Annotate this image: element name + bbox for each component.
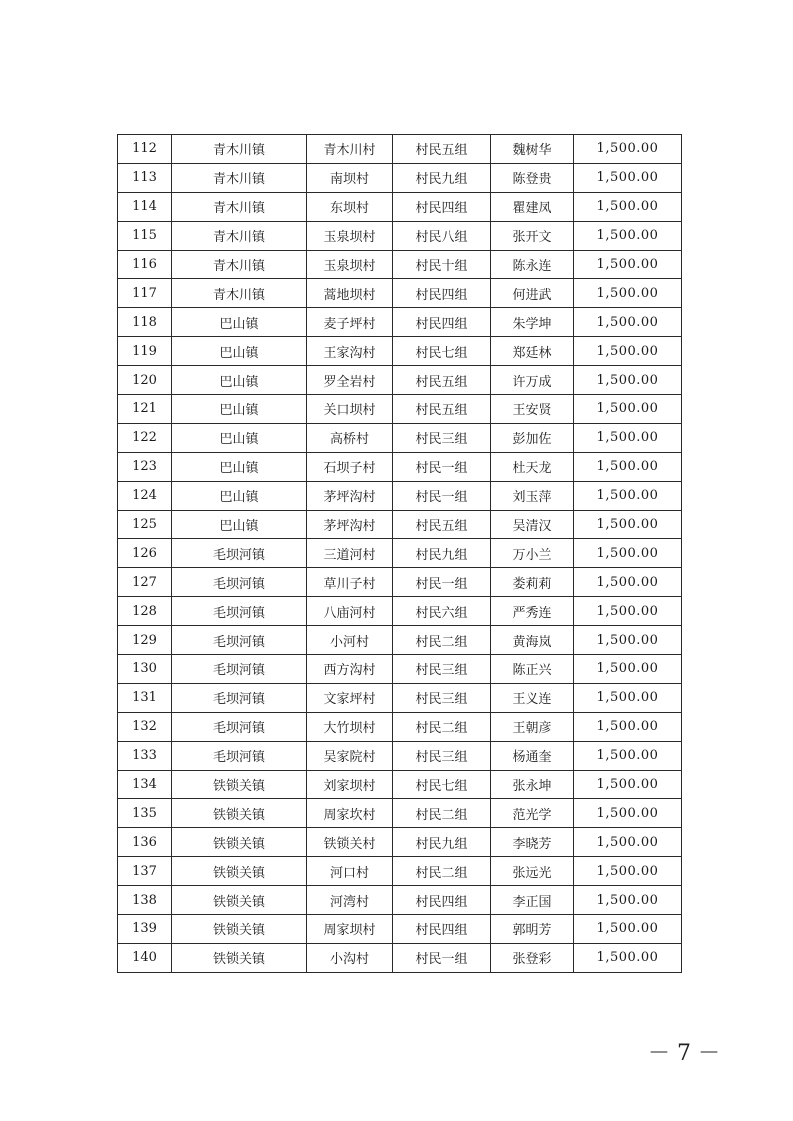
row-number-cell: 138 <box>118 886 172 915</box>
town-cell: 青木川镇 <box>172 163 307 192</box>
name-cell: 许万成 <box>491 366 574 395</box>
group-cell: 村民八组 <box>393 221 491 250</box>
village-cell: 麦子坪村 <box>307 308 393 337</box>
town-cell: 铁锁关镇 <box>172 943 307 972</box>
village-cell: 玉泉坝村 <box>307 250 393 279</box>
row-number-cell: 118 <box>118 308 172 337</box>
table-row <box>118 279 682 308</box>
group-cell: 村民四组 <box>393 915 491 944</box>
row-number-cell: 130 <box>118 655 172 684</box>
row-number-cell: 113 <box>118 163 172 192</box>
row-number-cell: 123 <box>118 452 172 481</box>
village-cell: 三道河村 <box>307 539 393 568</box>
name-cell: 杜天龙 <box>491 452 574 481</box>
village-cell: 蒿地坝村 <box>307 279 393 308</box>
row-number-cell: 128 <box>118 597 172 626</box>
row-number-cell: 112 <box>118 135 172 164</box>
name-cell: 张登彩 <box>491 943 574 972</box>
town-cell: 青木川镇 <box>172 250 307 279</box>
table-row <box>118 712 682 741</box>
town-cell: 巴山镇 <box>172 366 307 395</box>
row-number-cell: 120 <box>118 366 172 395</box>
name-cell: 张永坤 <box>491 770 574 799</box>
amount-cell: 1,500.00 <box>574 135 682 164</box>
amount-cell: 1,500.00 <box>574 308 682 337</box>
name-cell: 王义连 <box>491 683 574 712</box>
table-row <box>118 683 682 712</box>
group-cell: 村民三组 <box>393 423 491 452</box>
group-cell: 村民二组 <box>393 857 491 886</box>
group-cell: 村民三组 <box>393 655 491 684</box>
town-cell: 毛坝河镇 <box>172 655 307 684</box>
group-cell: 村民四组 <box>393 886 491 915</box>
table-row <box>118 337 682 366</box>
amount-cell: 1,500.00 <box>574 423 682 452</box>
table-row <box>118 799 682 828</box>
group-cell: 村民四组 <box>393 308 491 337</box>
amount-cell: 1,500.00 <box>574 828 682 857</box>
group-cell: 村民三组 <box>393 741 491 770</box>
town-cell: 毛坝河镇 <box>172 741 307 770</box>
table-row <box>118 626 682 655</box>
village-cell: 西方沟村 <box>307 655 393 684</box>
group-cell: 村民一组 <box>393 943 491 972</box>
table-row <box>118 366 682 395</box>
name-cell: 王朝彦 <box>491 712 574 741</box>
village-cell: 关口坝村 <box>307 395 393 424</box>
table-row <box>118 163 682 192</box>
name-cell: 黄海岚 <box>491 626 574 655</box>
group-cell: 村民五组 <box>393 395 491 424</box>
village-cell: 王家沟村 <box>307 337 393 366</box>
row-number-cell: 121 <box>118 395 172 424</box>
roster-table-body <box>118 135 682 973</box>
village-cell: 高桥村 <box>307 423 393 452</box>
table-row <box>118 655 682 684</box>
village-cell: 周家坎村 <box>307 799 393 828</box>
row-number-cell: 129 <box>118 626 172 655</box>
village-cell: 大竹坝村 <box>307 712 393 741</box>
name-cell: 郭明芳 <box>491 915 574 944</box>
town-cell: 毛坝河镇 <box>172 568 307 597</box>
amount-cell: 1,500.00 <box>574 510 682 539</box>
name-cell: 杨通奎 <box>491 741 574 770</box>
table-row <box>118 886 682 915</box>
amount-cell: 1,500.00 <box>574 915 682 944</box>
amount-cell: 1,500.00 <box>574 886 682 915</box>
group-cell: 村民一组 <box>393 481 491 510</box>
amount-cell: 1,500.00 <box>574 943 682 972</box>
row-number-cell: 134 <box>118 770 172 799</box>
name-cell: 范光学 <box>491 799 574 828</box>
village-cell: 东坝村 <box>307 192 393 221</box>
group-cell: 村民五组 <box>393 366 491 395</box>
table-row <box>118 770 682 799</box>
town-cell: 巴山镇 <box>172 308 307 337</box>
name-cell: 朱学坤 <box>491 308 574 337</box>
group-cell: 村民七组 <box>393 337 491 366</box>
village-cell: 玉泉坝村 <box>307 221 393 250</box>
row-number-cell: 133 <box>118 741 172 770</box>
amount-cell: 1,500.00 <box>574 337 682 366</box>
row-number-cell: 114 <box>118 192 172 221</box>
town-cell: 巴山镇 <box>172 481 307 510</box>
village-cell: 青木川村 <box>307 135 393 164</box>
row-number-cell: 116 <box>118 250 172 279</box>
village-cell: 河口村 <box>307 857 393 886</box>
table-row <box>118 828 682 857</box>
town-cell: 铁锁关镇 <box>172 886 307 915</box>
row-number-cell: 136 <box>118 828 172 857</box>
town-cell: 铁锁关镇 <box>172 828 307 857</box>
amount-cell: 1,500.00 <box>574 279 682 308</box>
amount-cell: 1,500.00 <box>574 799 682 828</box>
village-cell: 小河村 <box>307 626 393 655</box>
table-row <box>118 423 682 452</box>
group-cell: 村民五组 <box>393 510 491 539</box>
village-cell: 河湾村 <box>307 886 393 915</box>
village-cell: 吴家院村 <box>307 741 393 770</box>
town-cell: 铁锁关镇 <box>172 770 307 799</box>
group-cell: 村民一组 <box>393 452 491 481</box>
town-cell: 青木川镇 <box>172 279 307 308</box>
group-cell: 村民四组 <box>393 279 491 308</box>
town-cell: 毛坝河镇 <box>172 683 307 712</box>
village-cell: 铁锁关村 <box>307 828 393 857</box>
name-cell: 吴清汉 <box>491 510 574 539</box>
amount-cell: 1,500.00 <box>574 597 682 626</box>
group-cell: 村民二组 <box>393 712 491 741</box>
name-cell: 娄莉莉 <box>491 568 574 597</box>
group-cell: 村民九组 <box>393 163 491 192</box>
group-cell: 村民一组 <box>393 568 491 597</box>
village-cell: 石坝子村 <box>307 452 393 481</box>
table-row <box>118 539 682 568</box>
village-cell: 罗全岩村 <box>307 366 393 395</box>
table-row <box>118 250 682 279</box>
village-cell: 草川子村 <box>307 568 393 597</box>
name-cell: 郑廷林 <box>491 337 574 366</box>
row-number-cell: 127 <box>118 568 172 597</box>
group-cell: 村民六组 <box>393 597 491 626</box>
group-cell: 村民三组 <box>393 683 491 712</box>
amount-cell: 1,500.00 <box>574 770 682 799</box>
name-cell: 魏树华 <box>491 135 574 164</box>
village-cell: 刘家坝村 <box>307 770 393 799</box>
town-cell: 毛坝河镇 <box>172 597 307 626</box>
table-row <box>118 308 682 337</box>
town-cell: 铁锁关镇 <box>172 799 307 828</box>
row-number-cell: 137 <box>118 857 172 886</box>
amount-cell: 1,500.00 <box>574 250 682 279</box>
amount-cell: 1,500.00 <box>574 163 682 192</box>
row-number-cell: 115 <box>118 221 172 250</box>
group-cell: 村民四组 <box>393 192 491 221</box>
table-row <box>118 857 682 886</box>
row-number-cell: 135 <box>118 799 172 828</box>
town-cell: 铁锁关镇 <box>172 915 307 944</box>
row-number-cell: 131 <box>118 683 172 712</box>
table-row <box>118 510 682 539</box>
village-cell: 南坝村 <box>307 163 393 192</box>
name-cell: 陈正兴 <box>491 655 574 684</box>
name-cell: 李正国 <box>491 886 574 915</box>
row-number-cell: 132 <box>118 712 172 741</box>
amount-cell: 1,500.00 <box>574 395 682 424</box>
name-cell: 陈永连 <box>491 250 574 279</box>
town-cell: 青木川镇 <box>172 135 307 164</box>
row-number-cell: 140 <box>118 943 172 972</box>
table-row <box>118 481 682 510</box>
row-number-cell: 119 <box>118 337 172 366</box>
village-cell: 八庙河村 <box>307 597 393 626</box>
village-cell: 周家坝村 <box>307 915 393 944</box>
group-cell: 村民九组 <box>393 539 491 568</box>
table-row <box>118 915 682 944</box>
village-cell: 茅坪沟村 <box>307 481 393 510</box>
amount-cell: 1,500.00 <box>574 683 682 712</box>
roster-table <box>117 134 682 973</box>
table-row <box>118 192 682 221</box>
table-row <box>118 135 682 164</box>
village-cell: 文家坪村 <box>307 683 393 712</box>
group-cell: 村民九组 <box>393 828 491 857</box>
name-cell: 万小兰 <box>491 539 574 568</box>
name-cell: 王安贤 <box>491 395 574 424</box>
row-number-cell: 122 <box>118 423 172 452</box>
group-cell: 村民七组 <box>393 770 491 799</box>
table-row <box>118 568 682 597</box>
town-cell: 巴山镇 <box>172 510 307 539</box>
name-cell: 李晓芳 <box>491 828 574 857</box>
row-number-cell: 124 <box>118 481 172 510</box>
name-cell: 何进武 <box>491 279 574 308</box>
town-cell: 毛坝河镇 <box>172 626 307 655</box>
amount-cell: 1,500.00 <box>574 741 682 770</box>
table-row <box>118 221 682 250</box>
group-cell: 村民二组 <box>393 626 491 655</box>
row-number-cell: 126 <box>118 539 172 568</box>
town-cell: 巴山镇 <box>172 395 307 424</box>
table-row <box>118 395 682 424</box>
name-cell: 严秀连 <box>491 597 574 626</box>
page-number: － 7 － <box>648 1041 720 1066</box>
town-cell: 毛坝河镇 <box>172 712 307 741</box>
table-row <box>118 741 682 770</box>
town-cell: 巴山镇 <box>172 337 307 366</box>
amount-cell: 1,500.00 <box>574 626 682 655</box>
amount-cell: 1,500.00 <box>574 452 682 481</box>
village-cell: 小沟村 <box>307 943 393 972</box>
amount-cell: 1,500.00 <box>574 568 682 597</box>
table-row <box>118 452 682 481</box>
village-cell: 茅坪沟村 <box>307 510 393 539</box>
row-number-cell: 125 <box>118 510 172 539</box>
town-cell: 巴山镇 <box>172 423 307 452</box>
town-cell: 毛坝河镇 <box>172 539 307 568</box>
name-cell: 张开文 <box>491 221 574 250</box>
town-cell: 青木川镇 <box>172 192 307 221</box>
name-cell: 陈登贵 <box>491 163 574 192</box>
name-cell: 刘玉萍 <box>491 481 574 510</box>
row-number-cell: 139 <box>118 915 172 944</box>
amount-cell: 1,500.00 <box>574 712 682 741</box>
table-row <box>118 943 682 972</box>
amount-cell: 1,500.00 <box>574 481 682 510</box>
amount-cell: 1,500.00 <box>574 192 682 221</box>
amount-cell: 1,500.00 <box>574 366 682 395</box>
group-cell: 村民二组 <box>393 799 491 828</box>
table-row <box>118 597 682 626</box>
name-cell: 张远光 <box>491 857 574 886</box>
group-cell: 村民五组 <box>393 135 491 164</box>
amount-cell: 1,500.00 <box>574 655 682 684</box>
town-cell: 青木川镇 <box>172 221 307 250</box>
amount-cell: 1,500.00 <box>574 857 682 886</box>
name-cell: 彭加佐 <box>491 423 574 452</box>
town-cell: 巴山镇 <box>172 452 307 481</box>
row-number-cell: 117 <box>118 279 172 308</box>
group-cell: 村民十组 <box>393 250 491 279</box>
amount-cell: 1,500.00 <box>574 221 682 250</box>
town-cell: 铁锁关镇 <box>172 857 307 886</box>
amount-cell: 1,500.00 <box>574 539 682 568</box>
name-cell: 瞿建凤 <box>491 192 574 221</box>
